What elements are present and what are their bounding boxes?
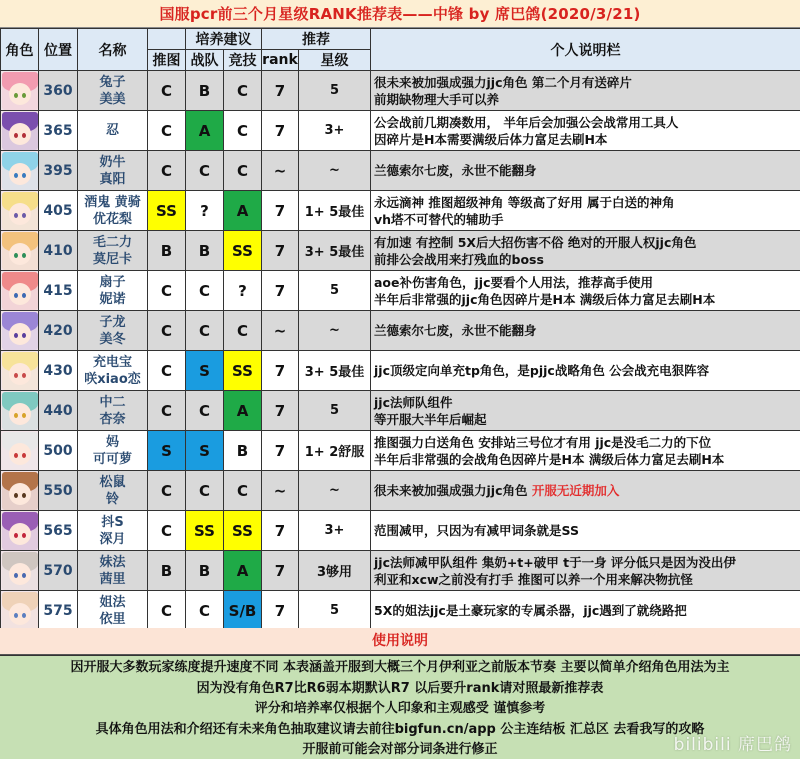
character-avatar-icon xyxy=(2,552,38,590)
character-avatar-icon xyxy=(2,152,38,190)
name-line: 真阳 xyxy=(99,171,126,187)
character-avatar-icon xyxy=(2,272,38,310)
usage-title: 使用说明 xyxy=(0,628,800,655)
table-row xyxy=(1,591,800,631)
header-arena: 竞技 xyxy=(224,50,262,71)
avatar-cell xyxy=(1,151,39,191)
avatar-cell xyxy=(1,311,39,351)
rank-value: 7 xyxy=(262,391,299,431)
avatar-cell xyxy=(1,111,39,151)
push-grade: C xyxy=(148,71,186,111)
name-line: 中二 xyxy=(99,394,126,410)
character-name xyxy=(78,71,148,111)
name-line: 优花梨 xyxy=(92,211,132,227)
rank-value: 7 xyxy=(262,71,299,111)
name-line: 可可萝 xyxy=(92,451,132,467)
header-clan: 战队 xyxy=(186,50,224,71)
name-line: 松鼠 xyxy=(99,474,126,490)
push-grade: C xyxy=(148,151,186,191)
rank-value: ~ xyxy=(262,311,299,351)
avatar-cell xyxy=(1,551,39,591)
note-cell xyxy=(371,391,800,431)
position-value: 410 xyxy=(39,231,78,271)
table-row xyxy=(1,431,800,471)
rank-table xyxy=(0,28,800,631)
note-line: 利亚和xcw之前没有打手 推图可以养一个用来解决物抗怪 xyxy=(374,571,693,587)
character-avatar-icon xyxy=(2,592,38,630)
note-text: 推图强力白送角色 安排站三号位才有用 jjc是没毛二力的下位 xyxy=(374,434,712,450)
push-grade: B xyxy=(148,551,186,591)
name-line: 妈 xyxy=(105,434,119,450)
arena-grade: SS xyxy=(224,231,262,271)
push-grade: C xyxy=(148,271,186,311)
arena-grade: ? xyxy=(224,271,262,311)
note-text: 兰德索尔七废，永世不能翻身 xyxy=(374,163,537,178)
push-grade: C xyxy=(148,391,186,431)
name-line: 莫尼卡 xyxy=(92,251,132,267)
table-row xyxy=(1,311,800,351)
note-line: 前期缺物理大手可以养 xyxy=(374,91,500,107)
position-value: 430 xyxy=(39,351,78,391)
name-line: 铃 xyxy=(105,491,119,507)
character-name xyxy=(78,391,148,431)
note-cell xyxy=(371,471,800,511)
star-value: ~ xyxy=(299,311,371,351)
table-row xyxy=(1,191,800,231)
note-line xyxy=(374,602,800,619)
table-row xyxy=(1,151,800,191)
note-line: 半年后非常强的会战角色因碎片是H本 满级后体力富足去刷H本 xyxy=(374,451,725,467)
note-text: 很未来被加强成强力jjc角色 xyxy=(374,483,532,498)
header-star: 星级 xyxy=(299,50,371,71)
note-text: 永远滴神 推图超级神角 等级高了好用 属于白送的神角 xyxy=(374,194,675,210)
note-text: 很未来被加强成强力jjc角色 第二个月有送碎片 xyxy=(374,74,632,90)
star-value: 3+ xyxy=(299,511,371,551)
header-notes: 个人说明栏 xyxy=(371,29,800,71)
note-text: jjc顶级定向单充tp角色，是pjjc战略角色 公会战充电狠阵容 xyxy=(374,363,710,378)
note-line xyxy=(374,362,800,379)
name-line: 妮诺 xyxy=(99,291,126,307)
clan-grade: C xyxy=(186,271,224,311)
note-cell xyxy=(371,351,800,391)
header-recommend-group: 推荐 xyxy=(262,29,371,50)
clan-grade: C xyxy=(186,471,224,511)
watermark: bilibili 席巴鸽 xyxy=(673,734,792,755)
push-grade: C xyxy=(148,511,186,551)
note-line xyxy=(374,114,800,131)
name-line: 咲xiao恋 xyxy=(84,371,141,387)
character-avatar-icon xyxy=(2,472,38,510)
note-line: vh塔不可替代的辅助手 xyxy=(374,211,504,227)
arena-grade: C xyxy=(224,111,262,151)
note-cell xyxy=(371,191,800,231)
name-line: 酒鬼 黄骑 xyxy=(84,194,141,210)
push-grade: B xyxy=(148,231,186,271)
avatar-cell xyxy=(1,391,39,431)
header-role: 角色 xyxy=(1,29,39,71)
rank-value: ~ xyxy=(262,471,299,511)
note-line xyxy=(374,554,800,571)
table-row xyxy=(1,111,800,151)
character-name xyxy=(78,111,148,151)
arena-grade: S/B xyxy=(224,591,262,631)
arena-grade: C xyxy=(224,471,262,511)
star-value: 5 xyxy=(299,271,371,311)
star-value: ~ xyxy=(299,471,371,511)
page-title: 国服pcr前三个月星级RANK推荐表——中锋 by 席巴鸽(2020/3/21) xyxy=(0,0,800,28)
arena-grade: C xyxy=(224,71,262,111)
star-value: 5 xyxy=(299,71,371,111)
name-line: 姐法 xyxy=(99,594,126,610)
position-value: 405 xyxy=(39,191,78,231)
position-value: 500 xyxy=(39,431,78,471)
rank-value: 7 xyxy=(262,231,299,271)
note-cell xyxy=(371,151,800,191)
avatar-cell xyxy=(1,431,39,471)
character-name xyxy=(78,231,148,271)
note-red-text: 开服无近期加入 xyxy=(531,483,620,498)
character-name xyxy=(78,271,148,311)
note-line: 前排公会战用来打残血的boss xyxy=(374,251,544,267)
character-name xyxy=(78,151,148,191)
rank-value: 7 xyxy=(262,351,299,391)
note-line: 等开服大半年后崛起 xyxy=(374,411,487,427)
usage-line: 开服前可能会对部分词条进行修正 xyxy=(302,742,498,757)
avatar-cell xyxy=(1,591,39,631)
note-line xyxy=(374,274,800,291)
star-value: 5 xyxy=(299,591,371,631)
note-line xyxy=(374,522,800,539)
position-value: 365 xyxy=(39,111,78,151)
note-text: 公会战前几期凑数用， 半年后会加强公会战常用工具人 xyxy=(374,114,679,130)
character-name xyxy=(78,191,148,231)
star-value: 3+ xyxy=(299,111,371,151)
clan-grade: C xyxy=(186,311,224,351)
clan-grade: C xyxy=(186,591,224,631)
clan-grade: S xyxy=(186,431,224,471)
name-line: 充电宝 xyxy=(92,354,132,370)
table-row xyxy=(1,351,800,391)
note-text: 兰德索尔七废，永世不能翻身 xyxy=(374,323,537,338)
character-name xyxy=(78,591,148,631)
push-grade: C xyxy=(148,591,186,631)
note-cell xyxy=(371,71,800,111)
character-name xyxy=(78,311,148,351)
clan-grade: ? xyxy=(186,191,224,231)
name-line: 忍 xyxy=(105,123,119,138)
table-row xyxy=(1,511,800,551)
push-grade: S xyxy=(148,431,186,471)
name-line: 美冬 xyxy=(99,331,126,347)
arena-grade: A xyxy=(224,191,262,231)
character-name xyxy=(78,431,148,471)
star-value: 3够用 xyxy=(299,551,371,591)
rank-value: 7 xyxy=(262,271,299,311)
arena-grade: B xyxy=(224,431,262,471)
note-line xyxy=(374,394,800,411)
name-line: 奶牛 xyxy=(99,154,126,170)
note-cell xyxy=(371,591,800,631)
position-value: 360 xyxy=(39,71,78,111)
header-blank xyxy=(148,29,186,50)
usage-info xyxy=(0,655,800,759)
note-cell xyxy=(371,231,800,271)
note-text: jjc法师减甲队组件 集奶+t+破甲 t于一身 评分低只是因为没出伊 xyxy=(374,554,736,570)
header-name: 名称 xyxy=(78,29,148,71)
header-push: 推图 xyxy=(148,50,186,71)
position-value: 395 xyxy=(39,151,78,191)
clan-grade: A xyxy=(186,111,224,151)
note-cell xyxy=(371,551,800,591)
table-body xyxy=(1,71,800,631)
star-value: 3+ 5最佳 xyxy=(299,231,371,271)
character-avatar-icon xyxy=(2,512,38,550)
position-value: 550 xyxy=(39,471,78,511)
name-line: 依里 xyxy=(99,611,126,627)
header-position: 位置 xyxy=(39,29,78,71)
note-text: aoe补伤害角色，jjc要看个人用法，推荐高手使用 xyxy=(374,274,653,290)
note-line xyxy=(374,162,800,179)
avatar-cell xyxy=(1,191,39,231)
header-rank: rank xyxy=(262,50,299,71)
rank-value: 7 xyxy=(262,511,299,551)
push-grade: C xyxy=(148,111,186,151)
character-avatar-icon xyxy=(2,432,38,470)
position-value: 420 xyxy=(39,311,78,351)
name-line: 杏奈 xyxy=(99,411,126,427)
position-value: 565 xyxy=(39,511,78,551)
clan-grade: C xyxy=(186,151,224,191)
arena-grade: C xyxy=(224,151,262,191)
clan-grade: S xyxy=(186,351,224,391)
usage-line: 具体角色用法和介绍还有未来角色抽取建议请去前往bigfun.cn/app 公主连结板 汇总区 去看我写的攻略 xyxy=(95,721,705,737)
avatar-cell xyxy=(1,71,39,111)
position-value: 570 xyxy=(39,551,78,591)
avatar-cell xyxy=(1,351,39,391)
note-line xyxy=(374,434,800,451)
name-line: 茜里 xyxy=(99,571,126,587)
character-avatar-icon xyxy=(2,352,38,390)
name-line: 子龙 xyxy=(99,314,126,330)
character-avatar-icon xyxy=(2,312,38,350)
name-line: 美美 xyxy=(99,91,126,107)
rank-value: 7 xyxy=(262,591,299,631)
name-line: 妹法 xyxy=(99,554,126,570)
usage-line: 因为没有角色R7比R6弱本期默认R7 以后要升rank请对照最新推荐表 xyxy=(196,680,604,696)
arena-grade: SS xyxy=(224,351,262,391)
note-line: 半年后非常强的jjc角色因碎片是H本 满级后体力富足去刷H本 xyxy=(374,291,716,307)
note-line xyxy=(374,482,800,499)
character-name xyxy=(78,511,148,551)
note-cell xyxy=(371,271,800,311)
note-cell xyxy=(371,311,800,351)
star-value: 1+ 5最佳 xyxy=(299,191,371,231)
star-value: ~ xyxy=(299,151,371,191)
table-row xyxy=(1,271,800,311)
character-name xyxy=(78,551,148,591)
clan-grade: B xyxy=(186,231,224,271)
clan-grade: SS xyxy=(186,511,224,551)
position-value: 440 xyxy=(39,391,78,431)
star-value: 1+ 2舒服 xyxy=(299,431,371,471)
name-line: 抖S xyxy=(101,514,124,530)
arena-grade: A xyxy=(224,391,262,431)
clan-grade: C xyxy=(186,391,224,431)
rank-value: 7 xyxy=(262,111,299,151)
note-line: 因碎片是H本需要满级后体力富足去刷H本 xyxy=(374,131,608,147)
note-line xyxy=(374,194,800,211)
character-avatar-icon xyxy=(2,112,38,150)
avatar-cell xyxy=(1,231,39,271)
character-name xyxy=(78,471,148,511)
table-row xyxy=(1,71,800,111)
rank-value: 7 xyxy=(262,551,299,591)
usage-line: 因开服大多数玩家练度提升速度不同 本表涵盖开服到大概三个月伊利亚之前版本节奏 主要以简单介绍角色用法为主 xyxy=(70,660,730,675)
push-grade: C xyxy=(148,471,186,511)
table-row xyxy=(1,231,800,271)
star-value: 3+ 5最佳 xyxy=(299,351,371,391)
avatar-cell xyxy=(1,271,39,311)
table-row xyxy=(1,391,800,431)
push-grade: C xyxy=(148,311,186,351)
header-training-group: 培养建议 xyxy=(186,29,262,50)
table-row xyxy=(1,551,800,591)
table-row xyxy=(1,471,800,511)
rank-value: 7 xyxy=(262,191,299,231)
note-line xyxy=(374,74,800,91)
arena-grade: C xyxy=(224,311,262,351)
note-line xyxy=(374,322,800,339)
character-avatar-icon xyxy=(2,392,38,430)
name-line: 扇子 xyxy=(99,274,126,290)
avatar-cell xyxy=(1,511,39,551)
note-cell xyxy=(371,511,800,551)
note-text: 范围减甲，只因为有减甲词条就是SS xyxy=(374,523,579,538)
note-cell xyxy=(371,111,800,151)
position-value: 575 xyxy=(39,591,78,631)
position-value: 415 xyxy=(39,271,78,311)
name-line: 毛二力 xyxy=(92,234,132,250)
note-line xyxy=(374,234,800,251)
clan-grade: B xyxy=(186,71,224,111)
rank-value: ~ xyxy=(262,151,299,191)
note-text: jjc法师队组件 xyxy=(374,394,453,410)
rank-value: 7 xyxy=(262,431,299,471)
note-text: 有加速 有控制 5X后大招伤害不俗 绝对的开服人权jjc角色 xyxy=(374,234,697,250)
character-avatar-icon xyxy=(2,192,38,230)
push-grade: SS xyxy=(148,191,186,231)
note-cell xyxy=(371,431,800,471)
arena-grade: SS xyxy=(224,511,262,551)
clan-grade: B xyxy=(186,551,224,591)
name-line: 深月 xyxy=(99,531,126,547)
push-grade: C xyxy=(148,351,186,391)
name-line: 兔子 xyxy=(99,74,126,90)
avatar-cell xyxy=(1,471,39,511)
usage-line: 评分和培养率仅根据个人印象和主观感受 谨慎参考 xyxy=(254,701,546,716)
character-avatar-icon xyxy=(2,232,38,270)
character-name xyxy=(78,351,148,391)
note-text: 5X的姐法jjc是土豪玩家的专属杀器，jjc遇到了就绕路把 xyxy=(374,603,687,618)
arena-grade: A xyxy=(224,551,262,591)
character-avatar-icon xyxy=(2,72,38,110)
star-value: 5 xyxy=(299,391,371,431)
